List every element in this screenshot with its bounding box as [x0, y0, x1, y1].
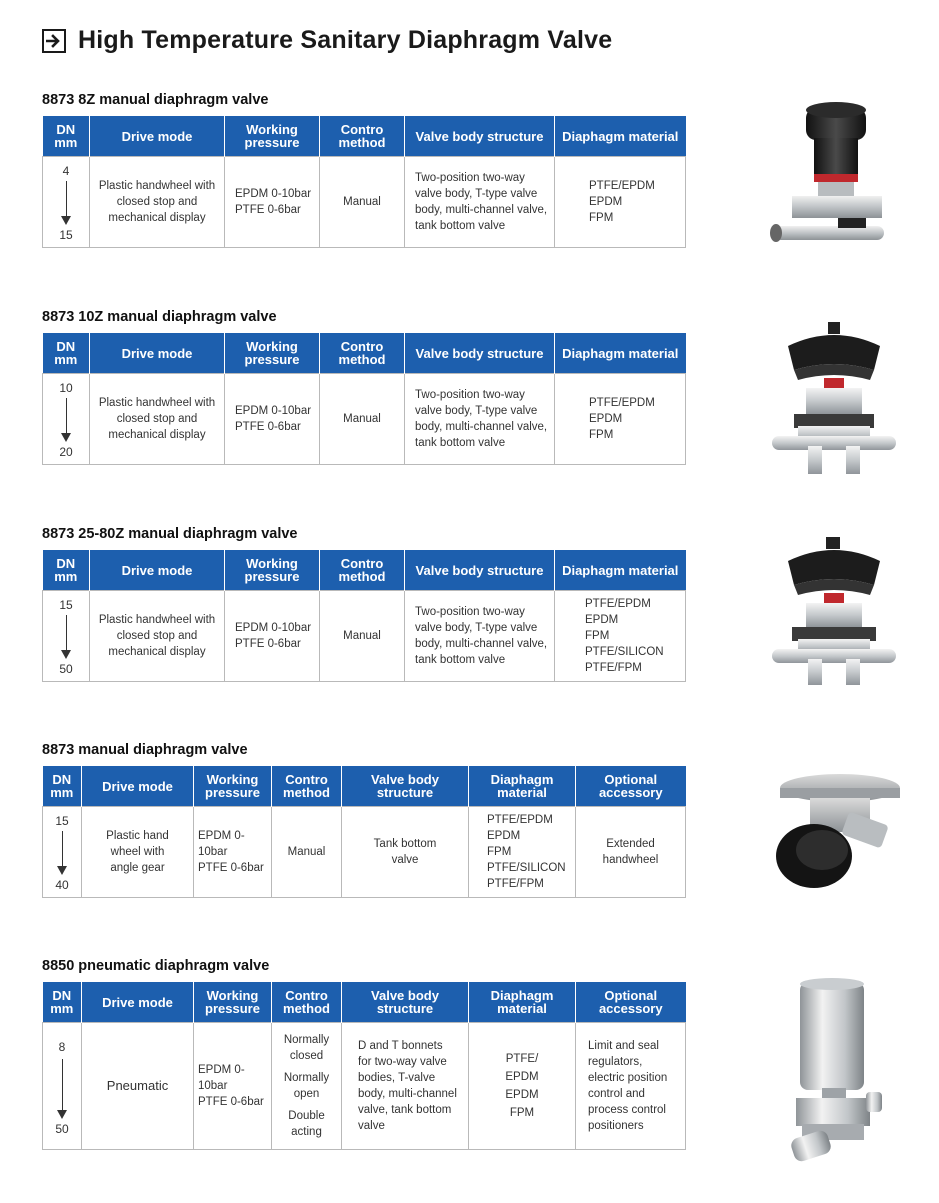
- section-title: 8873 25-80Z manual diaphragm valve: [42, 526, 298, 542]
- header-material: Diaphagm material: [555, 333, 686, 374]
- material-line: EPDM: [589, 413, 623, 425]
- valve-10z-image: [762, 318, 902, 488]
- page-title: [42, 26, 612, 55]
- pressure-line: EPDM 0-10bar: [235, 405, 312, 417]
- material-line: PTFE/EPDM: [487, 814, 553, 826]
- header-working-pressure: Working pressure: [194, 766, 272, 807]
- section-8850-pneumatic: [42, 958, 686, 1150]
- valve-8z-image: [762, 98, 902, 258]
- dn-range-cell: [43, 1023, 82, 1150]
- header-drive-mode: Drive mode: [82, 982, 194, 1023]
- table-header-row: [43, 333, 686, 374]
- header-control-method: Contro method: [320, 116, 405, 157]
- material-cell: [555, 374, 686, 465]
- dn-range-cell: [43, 157, 90, 248]
- pressure-line: EPDM 0-10bar: [198, 830, 245, 858]
- valve-25-80z-image: [762, 535, 902, 695]
- spec-table: [42, 333, 686, 465]
- material-line: EPDM: [505, 1089, 539, 1101]
- down-arrow-icon: [60, 396, 72, 442]
- pressure-line: EPDM 0-10bar: [235, 622, 312, 634]
- material-line: PTFE/FPM: [487, 878, 544, 890]
- pressure-line: PTFE 0-6bar: [235, 204, 301, 216]
- drive-mode-cell: Plastic handwheel with closed stop and mechanical display: [90, 157, 225, 248]
- material-line: EPDM: [585, 614, 619, 626]
- control-line: Normally closed: [283, 1034, 330, 1062]
- material-line: FPM: [487, 846, 512, 858]
- header-working-pressure: Working pressure: [225, 333, 320, 374]
- arrow-right-icon: [42, 29, 66, 53]
- section-title: 8873 8Z manual diaphragm valve: [42, 92, 269, 108]
- section-8873-8z: [42, 92, 686, 248]
- drive-mode-cell: Plastic handwheel with closed stop and mechanical display: [90, 591, 225, 682]
- pressure-line: PTFE 0-6bar: [235, 421, 301, 433]
- spec-table: [42, 982, 686, 1150]
- pressure-line: EPDM 0-10bar: [235, 188, 312, 200]
- header-dn: DN mm: [43, 116, 90, 157]
- table-header-row: [43, 766, 686, 807]
- table-header-row: [43, 550, 686, 591]
- valve-body-cell: Two-position two-way valve body, T-type valve body, multi-channel valve, tank bottom valve: [405, 374, 555, 465]
- valve-body-cell: Tank bottom valve: [342, 807, 469, 898]
- header-control-method: Contro method: [320, 333, 405, 374]
- valve-pneumatic-image: [762, 976, 902, 1166]
- pressure-cell: [225, 157, 320, 248]
- header-drive-mode: Drive mode: [90, 116, 225, 157]
- dn-to: 50: [59, 662, 73, 676]
- header-material: Diaphagm material: [469, 982, 576, 1023]
- material-line: FPM: [509, 1107, 535, 1119]
- control-cell: Manual: [320, 591, 405, 682]
- table-row: [43, 591, 686, 682]
- table-row: [43, 157, 686, 248]
- page-title-text: High Temperature Sanitary Diaphragm Valve: [78, 26, 613, 54]
- header-control-method: Contro method: [320, 550, 405, 591]
- pressure-line: EPDM 0-10bar: [198, 1064, 245, 1092]
- material-line: PTFE/: [505, 1053, 539, 1065]
- material-line: PTFE/SILICON: [585, 646, 664, 658]
- dn-range-cell: [43, 374, 90, 465]
- header-drive-mode: Drive mode: [90, 333, 225, 374]
- header-dn: DN mm: [43, 550, 90, 591]
- header-material: Diaphagm material: [555, 550, 686, 591]
- dn-to: 40: [55, 878, 69, 892]
- material-line: FPM: [589, 429, 614, 441]
- drive-mode-cell: Plastic handwheel with closed stop and mechanical display: [90, 374, 225, 465]
- dn-to: 20: [59, 445, 73, 459]
- header-working-pressure: Working pressure: [194, 982, 272, 1023]
- material-cell: [555, 591, 686, 682]
- material-line: FPM: [589, 212, 614, 224]
- control-cell: Manual: [272, 807, 342, 898]
- header-valve-body: Valve body structure: [405, 333, 555, 374]
- table-header-row: [43, 982, 686, 1023]
- spec-table: [42, 766, 686, 898]
- dn-range-cell: [43, 807, 82, 898]
- control-line: Normally open: [283, 1072, 330, 1100]
- table-row: [43, 374, 686, 465]
- section-8873-manual: [42, 742, 686, 898]
- header-material: Diaphagm material: [469, 766, 576, 807]
- spec-table: [42, 116, 686, 248]
- material-line: EPDM: [505, 1071, 539, 1083]
- dn-from: 10: [59, 381, 73, 395]
- valve-body-cell: Two-position two-way valve body, T-type valve body, multi-channel valve, tank bottom valve: [405, 157, 555, 248]
- header-control-method: Contro method: [272, 982, 342, 1023]
- material-line: FPM: [585, 630, 610, 642]
- valve-body-cell: Two-position two-way valve body, T-type valve body, multi-channel valve, tank bottom valve: [405, 591, 555, 682]
- section-title: 8873 10Z manual diaphragm valve: [42, 309, 277, 325]
- down-arrow-icon: [60, 613, 72, 659]
- header-accessory: Optional accessory: [576, 982, 686, 1023]
- valve-angle-gear-image: [762, 770, 902, 900]
- accessory-cell: Limit and seal regulators, electric position control and process control positioners: [576, 1023, 686, 1150]
- header-dn: DN mm: [43, 982, 82, 1023]
- table-row: [43, 1023, 686, 1150]
- header-valve-body: Valve body structure: [342, 766, 469, 807]
- valve-body-cell: D and T bonnets for two-way valve bodies, T-valve body, multi-channel valve, tank bottom valve: [342, 1023, 469, 1150]
- material-line: EPDM: [487, 830, 521, 842]
- pressure-line: PTFE 0-6bar: [235, 638, 301, 650]
- control-cell: [272, 1023, 342, 1150]
- material-line: PTFE/FPM: [585, 662, 642, 674]
- header-dn: DN mm: [43, 333, 90, 374]
- pressure-line: PTFE 0-6bar: [198, 1096, 264, 1108]
- pressure-cell: [194, 807, 272, 898]
- table-header-row: [43, 116, 686, 157]
- material-line: EPDM: [589, 196, 623, 208]
- material-line: PTFE/SILICON: [487, 862, 566, 874]
- table-row: [43, 807, 686, 898]
- dn-from: 15: [59, 598, 73, 612]
- control-line: Double acting: [288, 1110, 325, 1138]
- dn-to: 15: [59, 228, 73, 242]
- material-cell: [555, 157, 686, 248]
- material-line: PTFE/EPDM: [589, 397, 655, 409]
- header-valve-body: Valve body structure: [342, 982, 469, 1023]
- down-arrow-icon: [56, 1057, 68, 1119]
- dn-from: 4: [62, 164, 70, 178]
- header-drive-mode: Drive mode: [82, 766, 194, 807]
- dn-to: 50: [55, 1122, 69, 1136]
- header-valve-body: Valve body structure: [405, 116, 555, 157]
- header-drive-mode: Drive mode: [90, 550, 225, 591]
- section-8873-10z: [42, 309, 686, 465]
- section-title: 8873 manual diaphragm valve: [42, 742, 248, 758]
- header-material: Diaphagm material: [555, 116, 686, 157]
- down-arrow-icon: [56, 829, 68, 875]
- material-line: PTFE/EPDM: [585, 598, 651, 610]
- pressure-line: PTFE 0-6bar: [198, 862, 264, 874]
- header-working-pressure: Working pressure: [225, 116, 320, 157]
- control-cell: Manual: [320, 157, 405, 248]
- control-cell: Manual: [320, 374, 405, 465]
- dn-from: 8: [58, 1040, 66, 1054]
- drive-mode-cell: Pneumatic: [82, 1023, 194, 1150]
- pressure-cell: [225, 374, 320, 465]
- accessory-cell: Extended handwheel: [576, 807, 686, 898]
- down-arrow-icon: [60, 179, 72, 225]
- section-title: 8850 pneumatic diaphragm valve: [42, 958, 270, 974]
- spec-table: [42, 550, 686, 682]
- header-dn: DN mm: [43, 766, 82, 807]
- material-cell: [469, 1023, 576, 1150]
- header-working-pressure: Working pressure: [225, 550, 320, 591]
- material-cell: [469, 807, 576, 898]
- pressure-cell: [225, 591, 320, 682]
- header-control-method: Contro method: [272, 766, 342, 807]
- pressure-cell: [194, 1023, 272, 1150]
- drive-mode-cell: Plastic hand wheel with angle gear: [82, 807, 194, 898]
- header-valve-body: Valve body structure: [405, 550, 555, 591]
- dn-from: 15: [55, 814, 69, 828]
- section-8873-25-80z: [42, 526, 686, 682]
- header-accessory: Optional accessory: [576, 766, 686, 807]
- dn-range-cell: [43, 591, 90, 682]
- material-line: PTFE/EPDM: [589, 180, 655, 192]
